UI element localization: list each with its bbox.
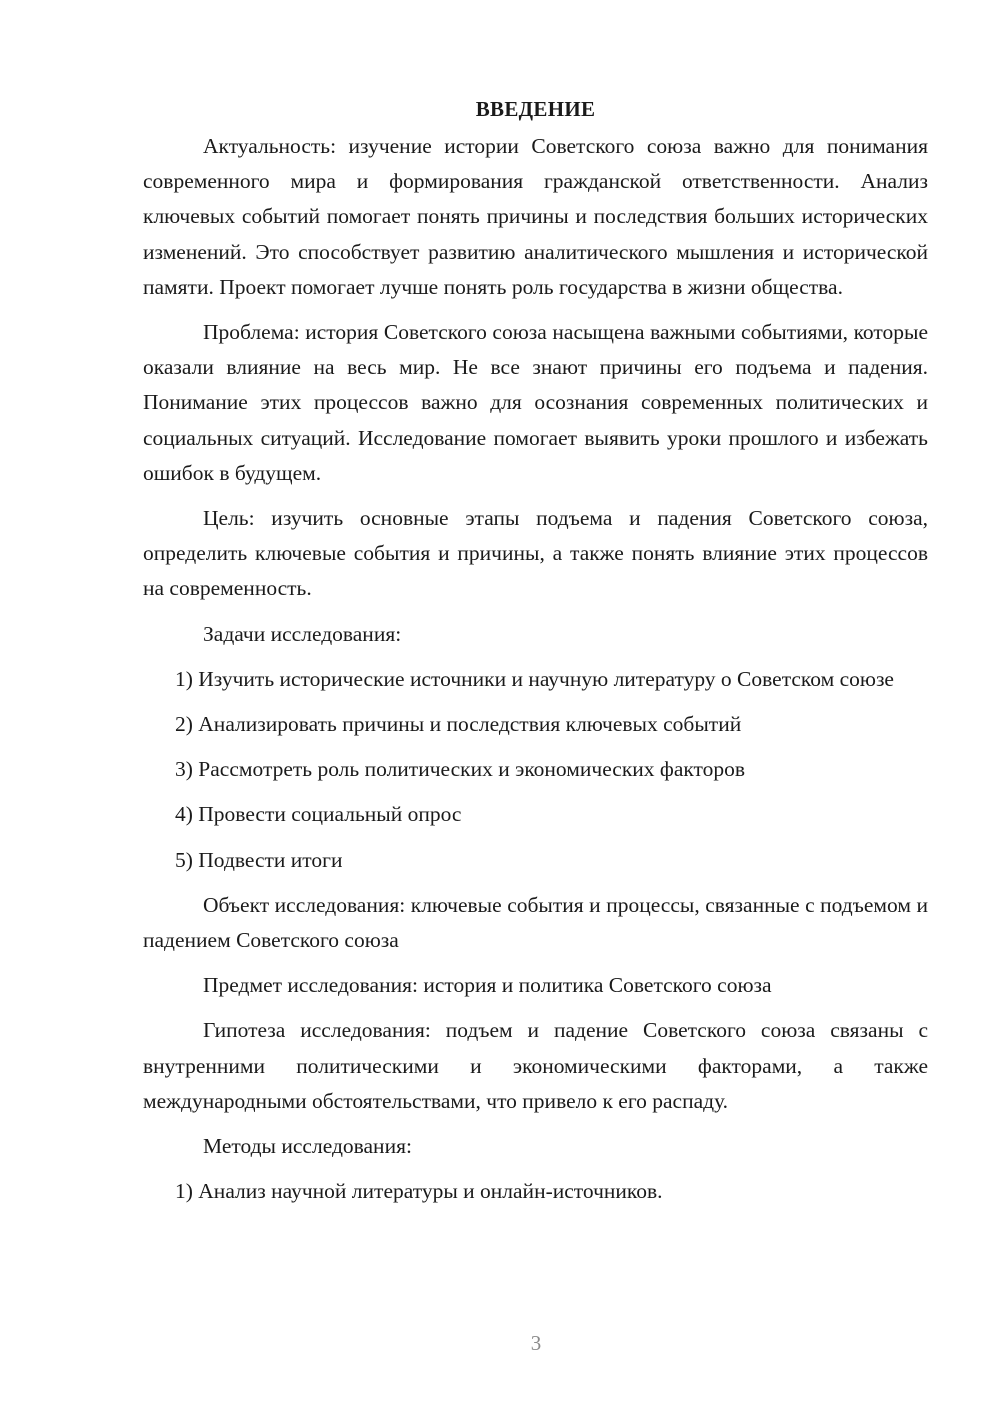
object-paragraph: Объект исследования: ключевые события и процессы, связанные с подъемом и падением Советского союза [143,892,928,953]
subject-paragraph: Предмет исследования: история и политика Советского союза [203,973,772,998]
goal-paragraph: Цель: изучить основные этапы подъема и падения Советского союза, определить ключевые события и причины, а также понять влияние этих процессов на современность. [143,506,928,601]
document-page [143,92,928,1219]
hypothesis-paragraph: Гипотеза исследования: подъем и падение Советского союза связаны с внутренними политическими и экономическими факторами, а также международными обстоятельствами, что привело к его распаду. [143,1018,928,1113]
problem-paragraph: Проблема: история Советского союза насыщена важными событиями, которые оказали влияние на весь мир. Не все знают причины его подъема и падения. Понимание этих процессов важно для осознания современных политических и социальных ситуаций. Исследование помогает выявить уроки прошлого и избежать ошибок в будущем. [143,320,928,485]
task-item-3: 3) Рассмотреть роль политических и экономических факторов [175,757,746,782]
task-item-2: 2) Анализировать причины и последствия ключевых событий [175,712,742,737]
methods-heading: Методы исследования: [203,1134,412,1159]
method-item-1: 1) Анализ научной литературы и онлайн-источников. [175,1179,663,1204]
relevance-paragraph: Актуальность: изучение истории Советского союза важно для понимания современного мира и формирования гражданской ответственности. Анализ ключевых событий помогает понять причины и последствия больших исторических изменений. Это способствует развитию аналитического мышления и исторической памяти. Проект помогает лучше понять роль государства в жизни общества. [143,134,928,299]
page-number: 3 [530,1331,542,1355]
task-item-5: 5) Подвести итоги [175,847,343,872]
tasks-heading: Задачи исследования: [203,621,402,646]
task-item-1: 1) Изучить исторические источники и научную литературу о Советском союзе [175,666,894,691]
page-title: ВВЕДЕНИЕ [475,97,596,121]
task-item-4: 4) Провести социальный опрос [175,802,462,827]
